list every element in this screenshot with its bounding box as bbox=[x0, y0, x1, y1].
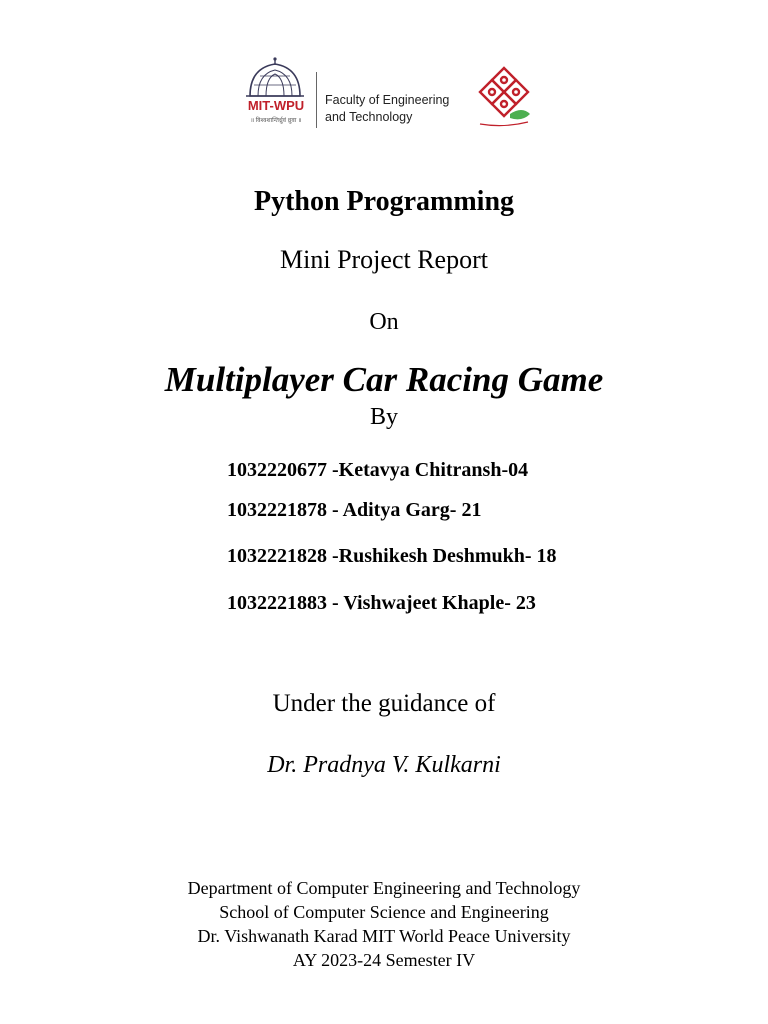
member-name: Rushikesh Deshmukh- 18 bbox=[338, 545, 557, 567]
logo-divider bbox=[316, 72, 317, 128]
university-wordmark: MIT-WPU bbox=[247, 98, 305, 113]
team-member bbox=[227, 545, 557, 568]
university-line: Dr. Vishwanath Karad MIT World Peace University bbox=[197, 926, 571, 946]
subject-title: Python Programming bbox=[253, 186, 515, 217]
member-name: Vishwajeet Khaple- 23 bbox=[343, 592, 536, 614]
school-line: School of Computer Science and Engineering bbox=[219, 902, 549, 922]
academic-year-line: AY 2023-24 Semester IV bbox=[292, 950, 476, 970]
institution-footer bbox=[0, 876, 768, 972]
header-logo-bar bbox=[236, 56, 536, 134]
faculty-line-1: Faculty of Engineering bbox=[325, 93, 450, 107]
member-prn: 1032220677 - bbox=[227, 459, 339, 481]
faculty-emblem-icon bbox=[476, 62, 532, 132]
on-label: On bbox=[369, 309, 399, 335]
team-member bbox=[227, 592, 536, 615]
guide-name: Dr. Pradnya V. Kulkarni bbox=[267, 752, 501, 778]
member-prn: 1032221883 - bbox=[227, 592, 344, 614]
guidance-label: Under the guidance of bbox=[272, 690, 496, 717]
report-type: Mini Project Report bbox=[280, 245, 488, 274]
university-tagline: ॥ विश्वशान्तिर्ध्रुवं ध्रुवा ॥ bbox=[250, 118, 302, 124]
team-member bbox=[227, 499, 481, 522]
department-line: Department of Computer Engineering and Technology bbox=[187, 878, 581, 898]
team-member bbox=[227, 459, 528, 482]
by-label: By bbox=[369, 404, 398, 430]
project-title: Multiplayer Car Racing Game bbox=[164, 360, 604, 399]
member-name: Aditya Garg- 21 bbox=[342, 499, 482, 521]
faculty-name bbox=[325, 92, 475, 126]
member-prn: 1032221828 - bbox=[227, 545, 339, 567]
member-prn: 1032221878 - bbox=[227, 499, 343, 521]
faculty-line-2: and Technology bbox=[325, 110, 413, 124]
member-name: Ketavya Chitransh-04 bbox=[338, 459, 529, 481]
